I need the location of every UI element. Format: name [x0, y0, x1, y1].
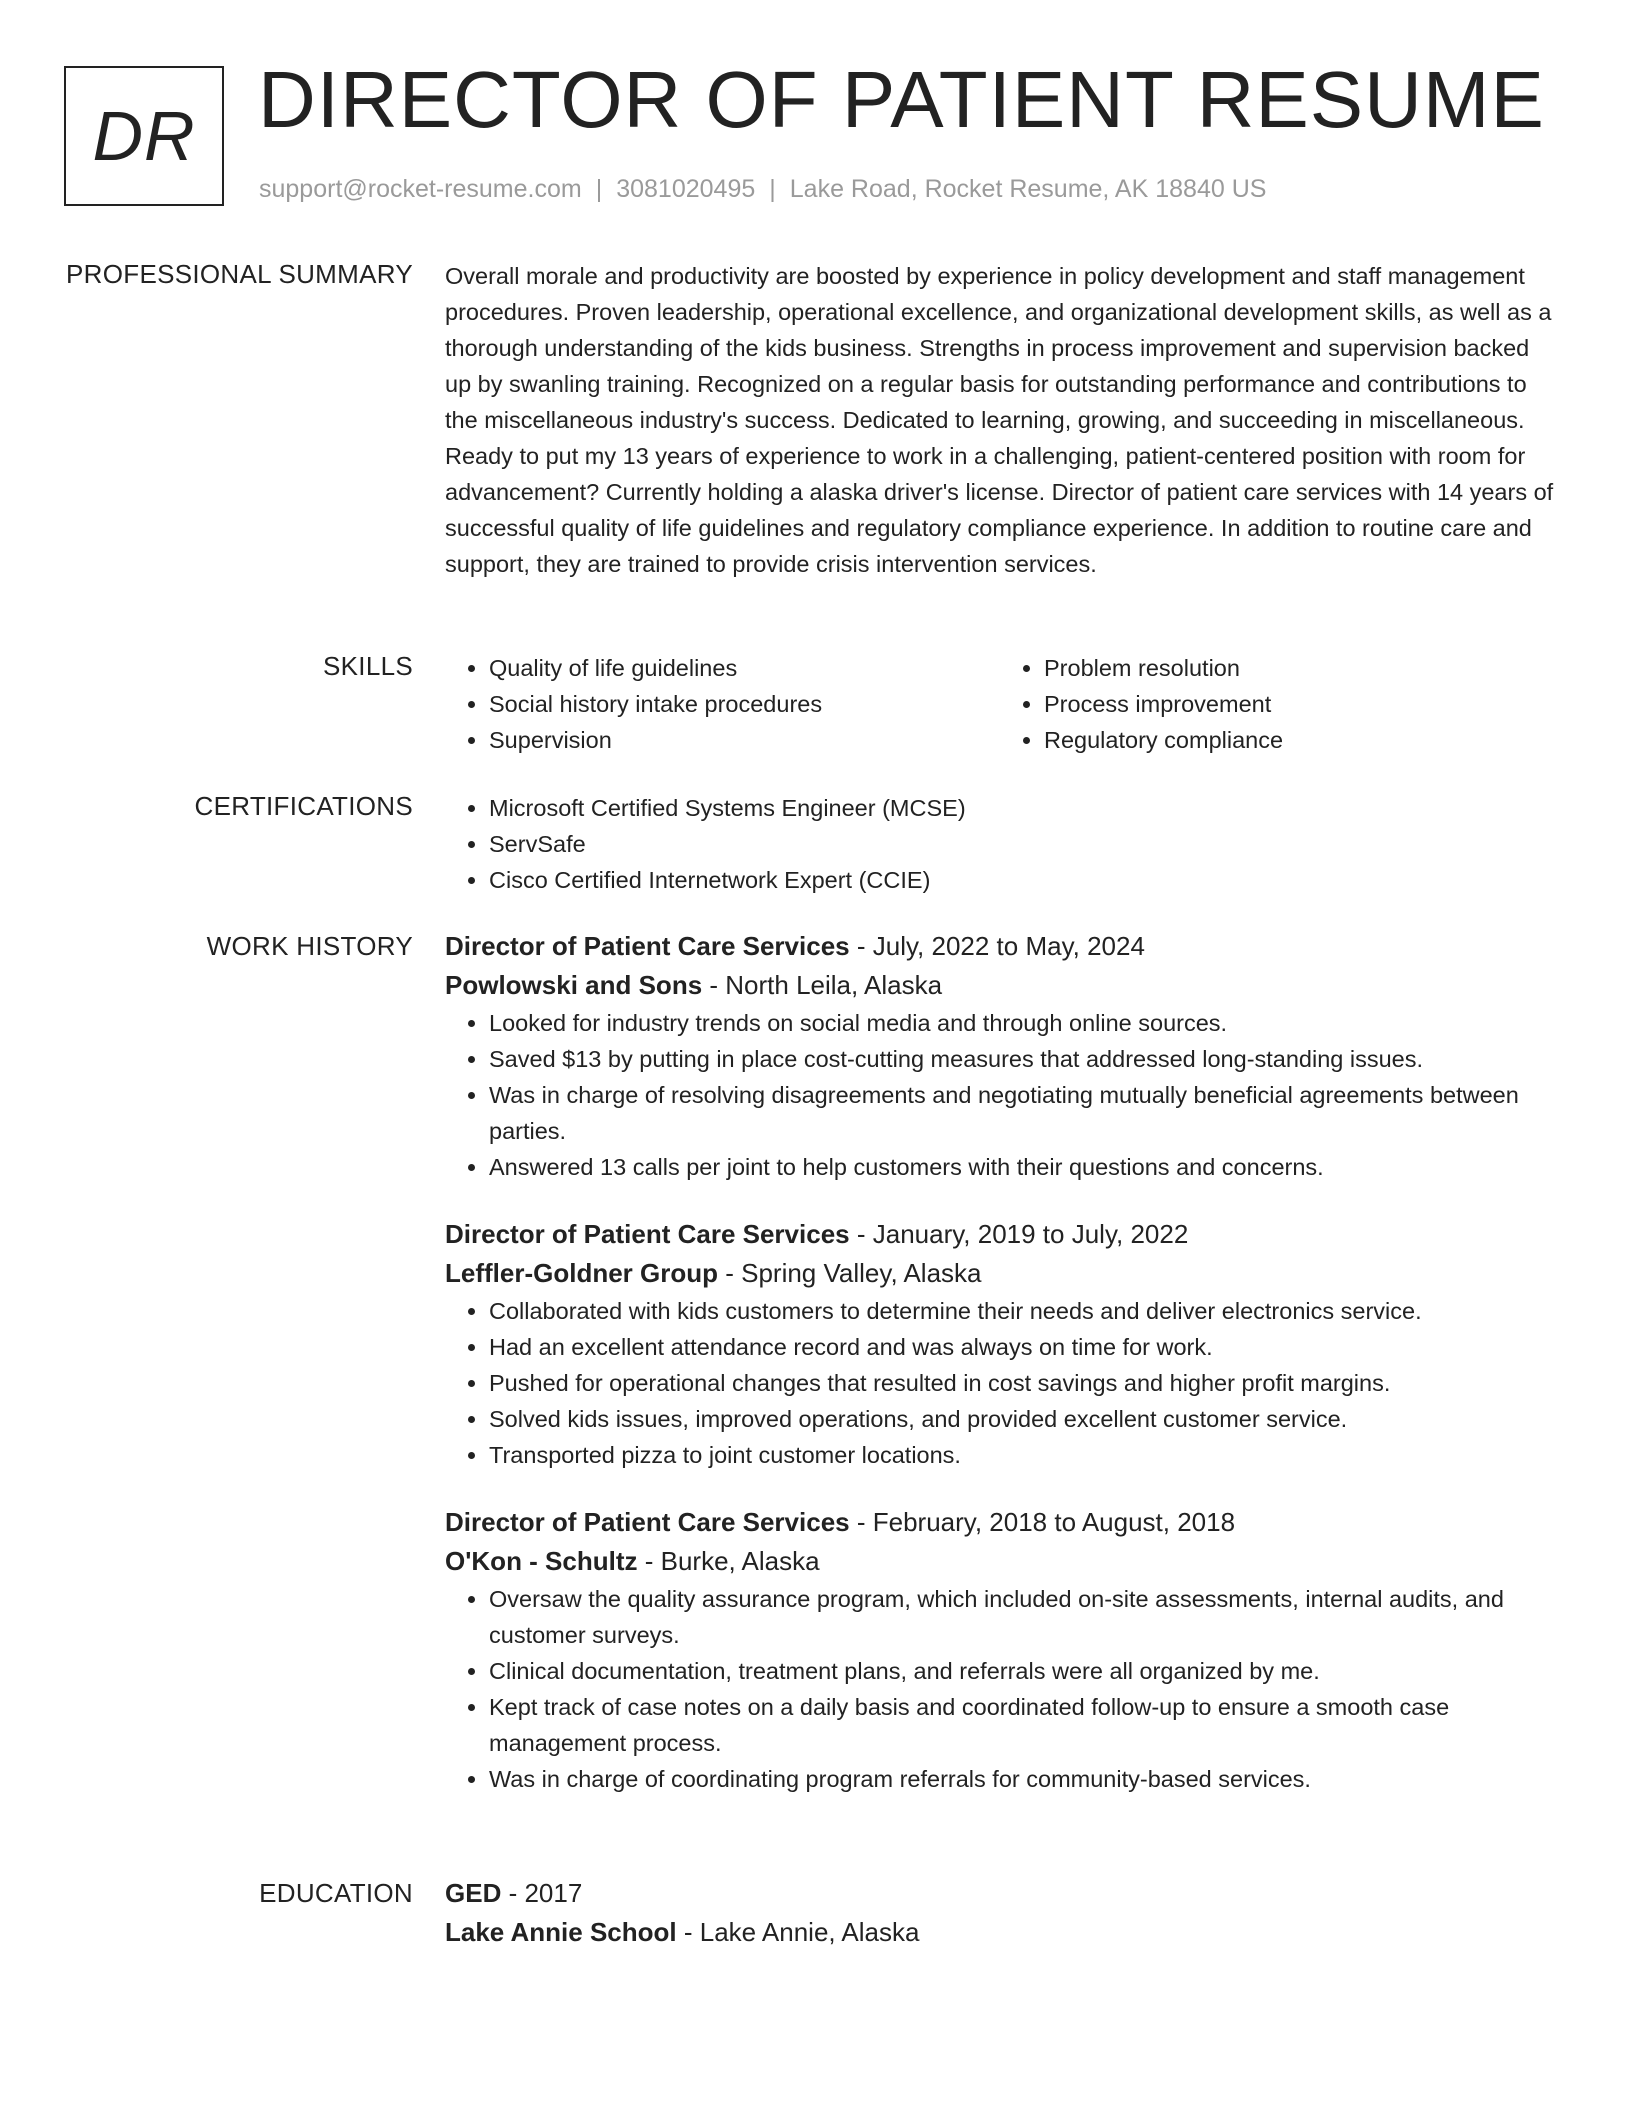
- job-dates: - July, 2022 to May, 2024: [849, 931, 1145, 961]
- skills-list-right: [1000, 650, 1555, 758]
- job-entry: [445, 1503, 1555, 1797]
- school-line: [445, 1913, 1555, 1952]
- job-bullet: • Solved kids issues, improved operations, and provided excellent customer service.: [489, 1401, 1555, 1437]
- company-line: [445, 966, 1555, 1005]
- skill-item: • Process improvement: [1044, 686, 1555, 722]
- company-line: [445, 1254, 1555, 1293]
- job-entry: [445, 1215, 1555, 1473]
- job-title: Director of Patient Care Services: [445, 931, 850, 961]
- job-title: Director of Patient Care Services: [445, 1219, 850, 1249]
- certification-item: • Cisco Certified Internetwork Expert (CCIE): [489, 862, 1555, 898]
- company-location: - Spring Valley, Alaska: [718, 1258, 982, 1288]
- skill-item: • Problem resolution: [1044, 650, 1555, 686]
- certifications-list: [445, 790, 1555, 898]
- job-bullet-list: [445, 1293, 1555, 1473]
- company-name: O'Kon - Schultz: [445, 1546, 638, 1576]
- section-label-work-history: WORK HISTORY: [206, 931, 413, 961]
- job-bullet: • Transported pizza to joint customer locations.: [489, 1437, 1555, 1473]
- degree-line: [445, 1874, 1555, 1913]
- job-bullet: • Collaborated with kids customers to determine their needs and deliver electronics service.: [489, 1293, 1555, 1329]
- summary-body: [445, 258, 1555, 582]
- education-body: [445, 1874, 1555, 1952]
- contact-email[interactable]: support@rocket-resume.com: [259, 175, 582, 203]
- certifications-body: [445, 790, 1555, 898]
- job-entry: [445, 927, 1555, 1185]
- summary-text: Overall morale and productivity are boosted by experience in policy development and staff management procedures. Proven leadership, operational excellence, and organizational development skills, as well as a thorough understanding of the kids business. Strengths in process improvement and supervision backed up by swanling training. Recognized on a regular basis for outstanding performance and contributions to the miscellaneous industry's success. Dedicated to learning, growing, and succeeding in miscellaneous. Ready to put my 13 years of experience to work in a challenging, patient-centered position with room for advancement? Currently holding a alaska driver's license. Director of patient care services with 14 years of successful quality of life guidelines and regulatory compliance experience. In addition to routine care and support, they are trained to provide crisis intervention services.: [445, 263, 1554, 577]
- company-location: - Burke, Alaska: [637, 1546, 820, 1576]
- job-dates: - February, 2018 to August, 2018: [849, 1507, 1236, 1537]
- contact-separator: |: [769, 175, 776, 203]
- job-bullet-list: [445, 1005, 1555, 1185]
- certification-item: • Microsoft Certified Systems Engineer (MCSE): [489, 790, 1555, 826]
- degree: GED: [445, 1878, 502, 1908]
- work-history-body: [445, 927, 1555, 1797]
- contact-line: [259, 175, 1266, 204]
- contact-address: Lake Road, Rocket Resume, AK 18840 US: [789, 175, 1267, 203]
- section-label-certifications: CERTIFICATIONS: [194, 791, 413, 821]
- school-location: - Lake Annie, Alaska: [676, 1917, 920, 1947]
- skill-item: • Quality of life guidelines: [489, 650, 1000, 686]
- job-bullet-list: [445, 1581, 1555, 1797]
- section-label-skills: SKILLS: [323, 651, 413, 681]
- monogram-initials: DR: [92, 97, 196, 175]
- certification-item: • ServSafe: [489, 826, 1555, 862]
- job-bullet: • Answered 13 calls per joint to help customers with their questions and concerns.: [489, 1149, 1555, 1185]
- section-label-education: EDUCATION: [259, 1878, 413, 1908]
- degree-year: - 2017: [501, 1878, 583, 1908]
- job-bullet: • Pushed for operational changes that resulted in cost savings and higher profit margins.: [489, 1365, 1555, 1401]
- monogram-box: [64, 66, 224, 206]
- job-bullet: • Was in charge of resolving disagreements and negotiating mutually beneficial agreements between parties.: [489, 1077, 1555, 1149]
- job-bullet: • Looked for industry trends on social media and through online sources.: [489, 1005, 1555, 1041]
- company-location: - North Leila, Alaska: [702, 970, 943, 1000]
- company-name: Leffler-Goldner Group: [445, 1258, 718, 1288]
- contact-phone[interactable]: 3081020495: [616, 175, 756, 203]
- job-bullet: • Oversaw the quality assurance program, which included on-site assessments, internal audits, and customer surveys.: [489, 1581, 1555, 1653]
- skill-item: • Social history intake procedures: [489, 686, 1000, 722]
- skill-item: • Supervision: [489, 722, 1000, 758]
- job-title-line: [445, 1215, 1555, 1254]
- job-dates: - January, 2019 to July, 2022: [849, 1219, 1189, 1249]
- job-bullet: • Was in charge of coordinating program referrals for community-based services.: [489, 1761, 1555, 1797]
- skills-columns: [445, 650, 1555, 758]
- section-label-summary: PROFESSIONAL SUMMARY: [66, 259, 413, 289]
- resume-title: DIRECTOR OF PATIENT RESUME: [258, 55, 1545, 144]
- skill-item: • Regulatory compliance: [1044, 722, 1555, 758]
- job-bullet: • Clinical documentation, treatment plans, and referrals were all organized by me.: [489, 1653, 1555, 1689]
- job-title-line: [445, 927, 1555, 966]
- school-name: Lake Annie School: [445, 1917, 677, 1947]
- skills-list-left: [445, 650, 1000, 758]
- skills-body: [445, 650, 1555, 758]
- company-name: Powlowski and Sons: [445, 970, 703, 1000]
- job-bullet: • Kept track of case notes on a daily basis and coordinated follow-up to ensure a smooth case management process.: [489, 1689, 1555, 1761]
- contact-separator: |: [595, 175, 603, 203]
- job-bullet: • Had an excellent attendance record and was always on time for work.: [489, 1329, 1555, 1365]
- job-title: Director of Patient Care Services: [445, 1507, 850, 1537]
- company-line: [445, 1542, 1555, 1581]
- job-bullet: • Saved $13 by putting in place cost-cutting measures that addressed long-standing issues.: [489, 1041, 1555, 1077]
- job-title-line: [445, 1503, 1555, 1542]
